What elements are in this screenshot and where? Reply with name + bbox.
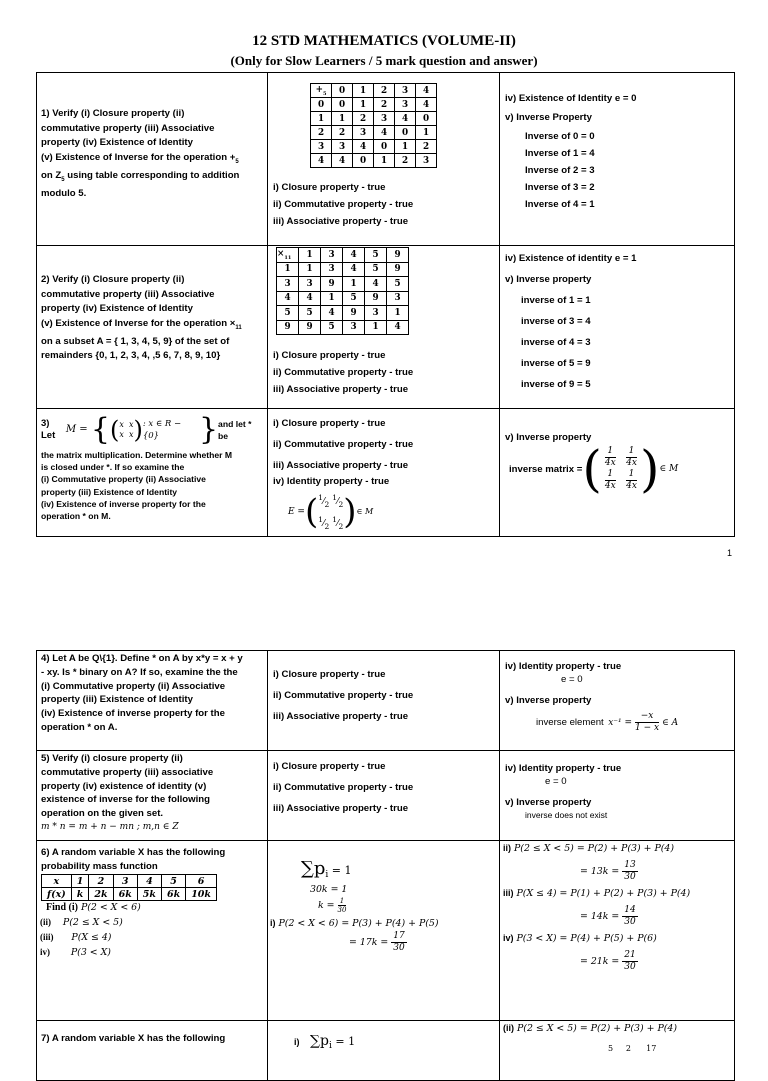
table-cell: 1 — [343, 277, 365, 292]
find-line: iv) P(3 < X) — [40, 947, 111, 958]
question-1-text — [37, 73, 268, 246]
table-cell: 1 — [321, 291, 343, 306]
question-row-1 — [37, 73, 735, 246]
table-cell: 3 — [277, 277, 299, 292]
table-cell: 0 — [395, 126, 416, 140]
table-row — [277, 320, 409, 335]
table-row — [311, 112, 437, 126]
q5-operation: m * n = m + n − mn ; m,n ∈ Z — [41, 821, 179, 832]
table-cell: 3 — [332, 140, 353, 154]
table-cell: 5 — [161, 875, 185, 888]
table-cell: 1 — [365, 320, 387, 335]
question-table-2 — [36, 650, 735, 1081]
question-5-answers-a — [268, 751, 500, 841]
answer-line: = 14k = $\frac{14}{30}$ — [580, 905, 636, 927]
table-cell: 1 — [353, 98, 374, 112]
page-subtitle: (Only for Slow Learners / 5 mark question and answer) — [230, 53, 538, 68]
answer-line: iii) Associative property - true — [273, 384, 409, 395]
answer-line: 30k = 1 — [310, 884, 348, 896]
answer-line: Inverse of 3 = 2 — [525, 182, 595, 193]
table-cell: 1 — [299, 248, 321, 263]
q6-line: probability mass function — [41, 861, 158, 872]
table-cell: 6k — [161, 888, 185, 901]
q4-line: operation * on A. — [41, 721, 118, 733]
table-cell: k — [71, 888, 89, 901]
q5-line: commutative property (iii) associative — [41, 766, 214, 778]
table-cell: 9 — [387, 248, 409, 263]
question-table-1 — [36, 72, 735, 537]
answer-line: = 21k = $\frac{21}{30}$ — [580, 950, 636, 972]
q3-line: operation * on M. — [41, 511, 111, 522]
table-cell: 2 — [332, 126, 353, 140]
table-row — [277, 306, 409, 321]
table-cell: 4 — [277, 291, 299, 306]
q3-line: (i) Commutative property (ii) Associative — [41, 474, 206, 485]
page-title: 12 STD MATHEMATICS (VOLUME-II) — [252, 33, 516, 49]
table-cell: 0 — [311, 98, 332, 112]
q1-line: modulo 5. — [41, 188, 87, 200]
question-3-text — [37, 409, 268, 537]
question-5-answers-b — [500, 751, 735, 841]
answer-line: iii) Associative property - true — [273, 711, 409, 722]
q7-line: 7) A random variable X has the following — [41, 1033, 226, 1044]
answer-line: inverse of 1 = 1 — [521, 295, 591, 306]
q5-line: property (iv) existence of identity (v) — [41, 780, 207, 792]
sum-line: i) $\sum p_i = 1$ — [294, 1033, 356, 1052]
table-cell: 2 — [395, 154, 416, 168]
table-cell: 1 — [299, 262, 321, 277]
table-cell: 4 — [321, 306, 343, 321]
answer-line: v) Inverse property — [505, 432, 592, 443]
q3-line: (iv) Existence of inverse property for the — [41, 498, 206, 509]
table-cell: 0 — [374, 140, 395, 154]
table-cell: 3 — [299, 277, 321, 292]
table-cell: 4 — [416, 98, 437, 112]
answer-line: e = 0 — [545, 776, 567, 787]
table-cell: 0 — [332, 84, 353, 98]
table-cell: 5 — [365, 248, 387, 263]
answer-line: inverse of 9 = 5 — [521, 379, 591, 390]
q2-line: (v) Existence of Inverse for the operation $\times_{11}$ — [41, 317, 242, 331]
table-cell: 1 — [416, 126, 437, 140]
q5-line: 5) Verify (i) closure property (ii) — [41, 753, 183, 764]
table-cell: 9 — [321, 277, 343, 292]
answer-line: iv) Existence of Identity e = 0 — [505, 93, 637, 104]
table-row — [42, 875, 217, 888]
answer-line: = 17k = $\frac{17}{30}$ — [349, 931, 405, 954]
answer-line: iv) Identity property - true — [505, 661, 622, 672]
q2-line: remainders {0, 1, 2, 3, 4, ,5 6, 7, 8, 9, 10} — [41, 350, 221, 362]
sum-line: $\sum p_i = 1$ — [301, 858, 352, 881]
answer-line: e = 0 — [561, 674, 583, 685]
multiplication-mod11-table — [276, 247, 409, 335]
answer-line: = 13k = $\frac{13}{30}$ — [580, 860, 636, 882]
q2-line: property (iv) Existence of Identity — [41, 303, 193, 314]
answer-line: v) Inverse property — [505, 797, 592, 808]
answer-line: Inverse of 0 = 0 — [525, 131, 595, 142]
table-cell: 1 — [374, 154, 395, 168]
question-1-answers-a — [268, 73, 500, 246]
table-cell: f(x) — [42, 888, 72, 901]
q5-line: operation on the given set. — [41, 808, 164, 820]
table-cell: 6k — [113, 888, 137, 901]
answer-line: i) Closure property - true — [273, 182, 386, 193]
question-5-text — [37, 751, 268, 841]
table-cell: 3 — [113, 875, 137, 888]
question-2-text — [37, 246, 268, 409]
answer-line: Inverse of 1 = 4 — [525, 148, 595, 159]
question-row-5 — [37, 751, 735, 841]
answer-line: (ii) P(2 ≤ X < 5) = P(2) + P(3) + P(4) — [503, 1023, 678, 1034]
question-1-answers-b — [500, 73, 735, 246]
inverse-element: inverse element x⁻¹ = $\frac{-x}{1 - x}$ ∈ A — [536, 711, 679, 733]
q4-line: (iv) Existence of inverse property for the — [41, 708, 225, 720]
table-cell: 4 — [416, 84, 437, 98]
table-row — [311, 154, 437, 168]
table-cell: 3 — [353, 126, 374, 140]
table-cell: 4 — [387, 320, 409, 335]
q3-line: is closed under *. If so examine the — [41, 462, 185, 473]
table-cell: 2k — [89, 888, 113, 901]
question-row-2 — [37, 246, 735, 409]
answer-line: iii) P(X ≤ 4) = P(1) + P(2) + P(3) + P(4) — [503, 888, 691, 899]
answer-line: 5 2 17 — [608, 1044, 657, 1053]
table-cell: 3 — [416, 154, 437, 168]
q2-line: on a subset A = { 1, 3, 4, 5, 9} of the set of — [41, 335, 230, 347]
q4-line: - xy. Is * binary on A? If so, examine the the — [41, 666, 238, 678]
find-line: (iii) P(X ≤ 4) — [40, 932, 112, 943]
pmf-table — [41, 874, 217, 901]
addition-mod5-table — [310, 83, 437, 168]
question-6-answers-a — [268, 841, 500, 1021]
table-cell: 3 — [395, 84, 416, 98]
answer-line: iv) P(3 < X) = P(4) + P(5) + P(6) — [503, 933, 657, 944]
table-cell: 9 — [365, 291, 387, 306]
answer-line: inverse of 4 = 3 — [521, 337, 591, 348]
table-cell: 2 — [353, 112, 374, 126]
question-6-text — [37, 841, 268, 1021]
table-cell: 2 — [374, 98, 395, 112]
table-cell: 4 — [395, 112, 416, 126]
answer-line: iv) Identity property - true — [505, 763, 622, 774]
table-cell: 3 — [365, 306, 387, 321]
answer-line: iii) Associative property - true — [273, 216, 409, 227]
table-cell: 4 — [343, 262, 365, 277]
answer-line: v) Inverse Property — [505, 112, 592, 123]
question-3-answers-a — [268, 409, 500, 537]
q3-set-definition: 3) Let M = { ( x x x x ) : x ∈ R − {0} } and let * be — [41, 412, 252, 447]
question-7-answers-b — [500, 1021, 735, 1081]
table-cell: 3 — [311, 140, 332, 154]
table-cell: 2 — [89, 875, 113, 888]
table-cell: 3 — [321, 262, 343, 277]
table-row — [311, 140, 437, 154]
table-cell: 9 — [387, 262, 409, 277]
answer-line: i) Closure property - true — [273, 350, 386, 361]
table-row — [277, 291, 409, 306]
answer-line: i) Closure property - true — [273, 418, 386, 429]
q4-line: 4) Let A be Q\{1}. Define * on A by x*y = x + y — [41, 653, 243, 664]
table-row — [277, 277, 409, 292]
q1-line: 1) Verify (i) Closure property (ii) — [41, 108, 185, 119]
table-cell: 3 — [343, 320, 365, 335]
table-row — [42, 888, 217, 901]
answer-line: i) P(2 < X < 6) = P(3) + P(4) + P(5) — [270, 918, 439, 930]
table-cell: 4 — [311, 154, 332, 168]
find-line: Find (i) P(2 < X < 6) — [46, 902, 141, 913]
table-cell: 1 — [277, 262, 299, 277]
question-row-4 — [37, 651, 735, 751]
table-cell: 9 — [343, 306, 365, 321]
table-cell: 3 — [321, 248, 343, 263]
q4-line: (i) Commutative property (ii) Associative — [41, 680, 226, 692]
table-cell: 2 — [311, 126, 332, 140]
table-row — [311, 126, 437, 140]
table-cell: 3 — [395, 98, 416, 112]
question-row-7 — [37, 1021, 735, 1081]
table-cell: 2 — [416, 140, 437, 154]
answer-line: ii) P(2 ≤ X < 5) = P(2) + P(3) + P(4) — [503, 843, 675, 854]
table-cell: 1 — [71, 875, 89, 888]
question-row-6 — [37, 841, 735, 1021]
answer-line: i) Closure property - true — [273, 761, 386, 772]
table-cell: 1 — [395, 140, 416, 154]
question-4-answers-a — [268, 651, 500, 751]
table-cell: 0 — [416, 112, 437, 126]
table-cell: 3 — [387, 291, 409, 306]
answer-line: v) Inverse property — [505, 695, 592, 706]
answer-line: inverse of 3 = 4 — [521, 316, 591, 327]
table-cell: 1 — [332, 112, 353, 126]
table-row — [311, 98, 437, 112]
answer-line: inverse of 5 = 9 — [521, 358, 591, 369]
q1-line: commutative property (iii) Associative — [41, 122, 215, 134]
q3-line: property (iii) Existence of Identity — [41, 486, 178, 497]
table-cell: 4 — [353, 140, 374, 154]
answer-line: k = $\frac{1}{30}$ — [318, 897, 347, 915]
table-row — [277, 262, 409, 277]
table-cell: 5 — [387, 277, 409, 292]
table-cell: 1 — [353, 84, 374, 98]
table-cell: 0 — [332, 98, 353, 112]
question-3-answers-b — [500, 409, 735, 537]
answer-line: iii) Associative property - true — [273, 803, 409, 814]
table-cell: 1 — [311, 112, 332, 126]
table-cell: 6 — [186, 875, 217, 888]
table-cell: 5 — [343, 291, 365, 306]
answer-line: i) Closure property - true — [273, 669, 386, 680]
answer-line: Inverse of 4 = 1 — [525, 199, 595, 210]
table-cell: 4 — [374, 126, 395, 140]
answer-line: ii) Commutative property - true — [273, 199, 414, 210]
answer-line: v) Inverse property — [505, 274, 592, 285]
table-op-cell: $\times_{11}$ — [277, 248, 299, 263]
answer-line: ii) Commutative property - true — [273, 690, 414, 701]
table-cell: 5 — [321, 320, 343, 335]
answer-line: iii) Associative property - true — [273, 460, 409, 471]
table-cell: 5 — [277, 306, 299, 321]
table-cell: 0 — [353, 154, 374, 168]
answer-line: Inverse of 2 = 3 — [525, 165, 595, 176]
q4-line: property (iii) Existence of Identity — [41, 694, 193, 706]
table-cell: 4 — [137, 875, 161, 888]
table-cell: 10k — [186, 888, 217, 901]
table-cell: 4 — [365, 277, 387, 292]
q1-line: property (iv) Existence of Identity — [41, 137, 193, 148]
table-cell: x — [42, 875, 72, 888]
table-cell: 4 — [332, 154, 353, 168]
question-row-3 — [37, 409, 735, 537]
table-op-cell: $+_5$ — [311, 84, 332, 98]
q5-line: existence of inverse for the following — [41, 794, 210, 806]
identity-matrix: E = ( $^1⁄_2$ $^1⁄_2$ $^1⁄_2$ $^1⁄_2$ ) ∈ M — [288, 491, 374, 532]
question-2-answers-b — [500, 246, 735, 409]
q6-line: 6) A random variable X has the following — [41, 847, 226, 858]
table-cell: 5 — [299, 306, 321, 321]
answer-line: ii) Commutative property - true — [273, 782, 414, 793]
question-7-answers-a — [268, 1021, 500, 1081]
page-number: 1 — [726, 548, 732, 558]
table-cell: 1 — [387, 306, 409, 321]
question-6-answers-b — [500, 841, 735, 1021]
answer-line: ii) Commutative property - true — [273, 439, 414, 450]
q3-line: the matrix multiplication. Determine whether M — [41, 450, 233, 460]
table-cell: 4 — [343, 248, 365, 263]
q2-line: commutative property (iii) Associative — [41, 288, 215, 300]
answer-line: ii) Commutative property - true — [273, 367, 414, 378]
question-4-text — [37, 651, 268, 751]
find-line: (ii) P(2 ≤ X < 5) — [40, 917, 123, 928]
answer-line: iv) Existence of identity e = 1 — [505, 253, 637, 264]
table-cell: 5k — [137, 888, 161, 901]
q1-line: on $Z_5$ using table corresponding to addition — [41, 169, 240, 183]
question-7-text — [37, 1021, 268, 1081]
table-cell: 4 — [299, 291, 321, 306]
answer-line: iv) Identity property - true — [273, 476, 390, 487]
table-cell: 9 — [299, 320, 321, 335]
inverse-matrix: inverse matrix = ( $\frac{1}{4x}$ $\frac{1}{4x}$ $\frac{1}{4x}$ $\frac{1}{4x}$ ) ∈ M — [509, 440, 679, 498]
table-cell: 2 — [374, 84, 395, 98]
question-4-answers-b — [500, 651, 735, 751]
table-cell: 3 — [374, 112, 395, 126]
table-cell: 9 — [277, 320, 299, 335]
q2-line: 2) Verify (i) Closure property (ii) — [41, 274, 185, 285]
q1-line: (v) Existence of Inverse for the operation $+_5$ — [41, 151, 239, 165]
answer-line: inverse does not exist — [525, 810, 608, 820]
question-2-answers-a — [268, 246, 500, 409]
table-cell: 5 — [365, 262, 387, 277]
